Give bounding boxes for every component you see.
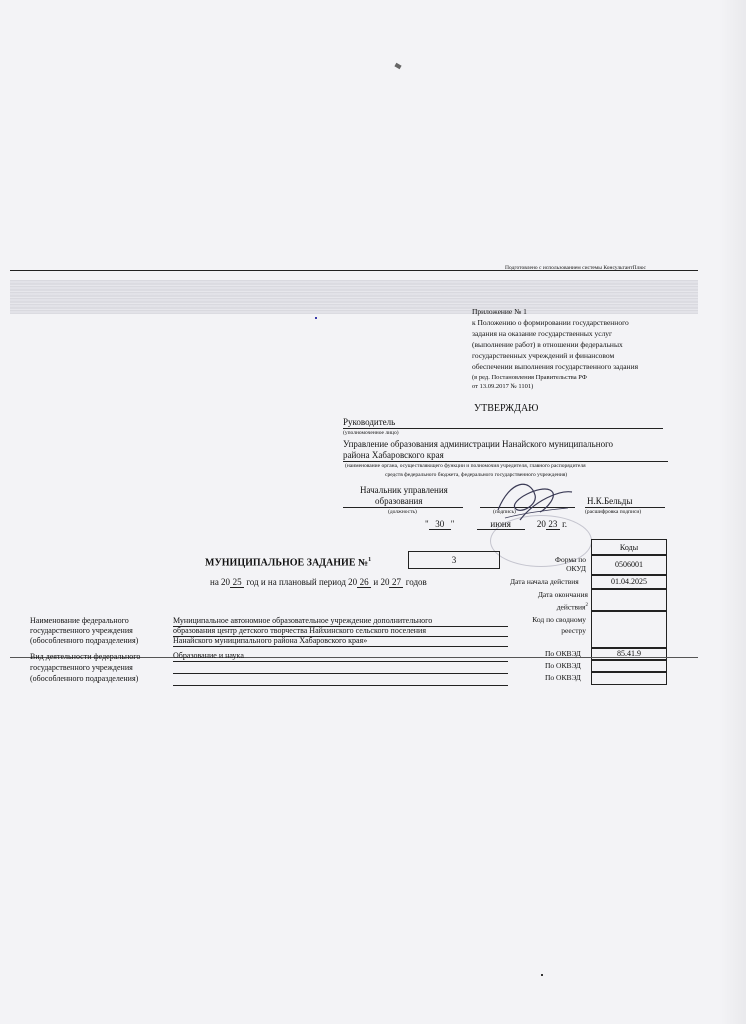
- task-title-sup: 1: [368, 557, 372, 563]
- period-text-1: на 20: [210, 577, 231, 587]
- period-text-4: годов: [405, 577, 427, 587]
- name-rule: [585, 507, 665, 508]
- appendix-line: (выполнение работ) в отношении федеральных: [472, 340, 623, 349]
- activity-rule-2: [173, 673, 508, 674]
- appendix-line: обеспечении выполнения государственного задания: [472, 362, 639, 371]
- head-caption: (уполномоченное лицо): [343, 430, 399, 436]
- period-year-1: 25: [230, 577, 244, 588]
- activity-label-line: (обособленного подразделения): [30, 674, 139, 683]
- institution-label-line: государственного учреждения: [30, 626, 133, 635]
- institution-rule-1: [173, 626, 508, 627]
- org-caption-1: (наименование органа, осуществляющего функции и полномочия учредителя, главного распорядителя: [345, 463, 586, 469]
- approve-date: " 30 " июня 20 23 г.: [425, 519, 568, 529]
- position-line-1: Начальник управления: [360, 485, 448, 495]
- scan-speck: [315, 317, 317, 319]
- position-caption: (должность): [388, 509, 417, 515]
- head-label: Руководитель: [343, 417, 396, 427]
- okud-label: Форма по ОКУД: [555, 555, 586, 573]
- appendix-block: [472, 306, 638, 372]
- activity-label-line: Вид деятельности федерального: [30, 652, 141, 661]
- institution-value-line: Муниципальное автономное образовательное учреждение дополнительного: [173, 616, 433, 625]
- okved-value-3: [591, 671, 667, 685]
- period-text-3: и 20: [373, 577, 390, 587]
- end-date-label: [530, 589, 588, 613]
- start-date-value: 01.04.2025: [591, 574, 667, 590]
- signature-caption: (подпись): [493, 509, 516, 515]
- task-title: [205, 557, 371, 568]
- activity-label-line: государственного учреждения: [30, 663, 133, 672]
- activity-rule-3: [173, 685, 508, 686]
- okved-value-1: 85.41.9: [591, 647, 667, 661]
- okved-label-3: По ОКВЭД: [545, 673, 581, 682]
- end-date-sup: 2: [585, 603, 588, 608]
- date-year-prefix: 20: [536, 519, 546, 529]
- edition-line: от 13.09.2017 № 1101): [472, 383, 534, 390]
- task-period: [210, 577, 427, 588]
- institution-label: [30, 616, 138, 646]
- okved-label-1: По ОКВЭД: [545, 649, 581, 658]
- task-number: 3: [408, 551, 500, 569]
- institution-value: [173, 616, 432, 646]
- end-date-value: [591, 588, 667, 612]
- name-caption: (расшифровка подписи): [585, 509, 642, 515]
- codes-header: Коды: [591, 539, 667, 556]
- scan-speck: [394, 63, 401, 69]
- approve-title: УТВЕРЖДАЮ: [474, 403, 539, 414]
- org-line-1: Управление образования администрации Нанайского муниципального: [343, 439, 614, 449]
- position-line-2: образования: [375, 496, 423, 506]
- registry-label: Код по сводному реестру: [532, 615, 586, 635]
- date-year: 23: [546, 519, 560, 530]
- institution-rule-3: [173, 646, 508, 647]
- scan-speck: [541, 974, 543, 976]
- institution-value-line: образования центр детского творчества Найхинского сельского поселения: [173, 626, 426, 635]
- institution-rule-2: [173, 636, 508, 637]
- consultant-note: Подготовлено с использованием системы КонсультантПлюс: [505, 265, 646, 271]
- signer-name: Н.К.Бельды: [587, 496, 633, 506]
- date-month: июня: [477, 519, 525, 530]
- date-day: 30: [429, 519, 451, 530]
- okved-label-2: По ОКВЭД: [545, 661, 581, 670]
- org-rule: [343, 461, 668, 462]
- period-text-2: год и на плановый период 20: [246, 577, 358, 587]
- position-rule: [343, 507, 463, 508]
- okud-value: 0506001: [591, 554, 667, 576]
- institution-label-line: (обособленного подразделения): [30, 636, 139, 645]
- head-rule: [343, 428, 663, 429]
- activity-label: [30, 651, 140, 684]
- edition-line: (в ред. Постановления Правительства РФ: [472, 374, 587, 381]
- date-year-suffix: г.: [562, 519, 568, 529]
- activity-rule-1: [173, 661, 508, 662]
- appendix-line: государственных учреждений и финансовом: [472, 351, 615, 360]
- period-year-2: 26: [357, 577, 371, 588]
- registry-value: [591, 610, 667, 649]
- start-date-label: Дата начала действия: [510, 577, 579, 586]
- org-line-2: района Хабаровского края: [343, 450, 444, 460]
- appendix-line: задания на оказание государственных услуг: [472, 329, 613, 338]
- edition-block: [472, 373, 587, 391]
- appendix-line: Приложение № 1: [472, 307, 527, 316]
- page-edge-shadow: [720, 0, 746, 1024]
- org-caption-2: средств федерального бюджета, федерального государственного учреждения): [385, 472, 568, 478]
- end-date-label-text: Дата окончания действия: [537, 590, 588, 612]
- period-year-3: 27: [389, 577, 403, 588]
- activity-value: Образование и наука: [173, 651, 244, 660]
- task-title-text: МУНИЦИПАЛЬНОЕ ЗАДАНИЕ №: [205, 557, 369, 569]
- institution-label-line: Наименование федерального: [30, 616, 129, 625]
- appendix-line: к Положению о формировании государственного: [472, 318, 629, 327]
- institution-value-line: Нанайского муниципального района Хабаровского края»: [173, 636, 368, 645]
